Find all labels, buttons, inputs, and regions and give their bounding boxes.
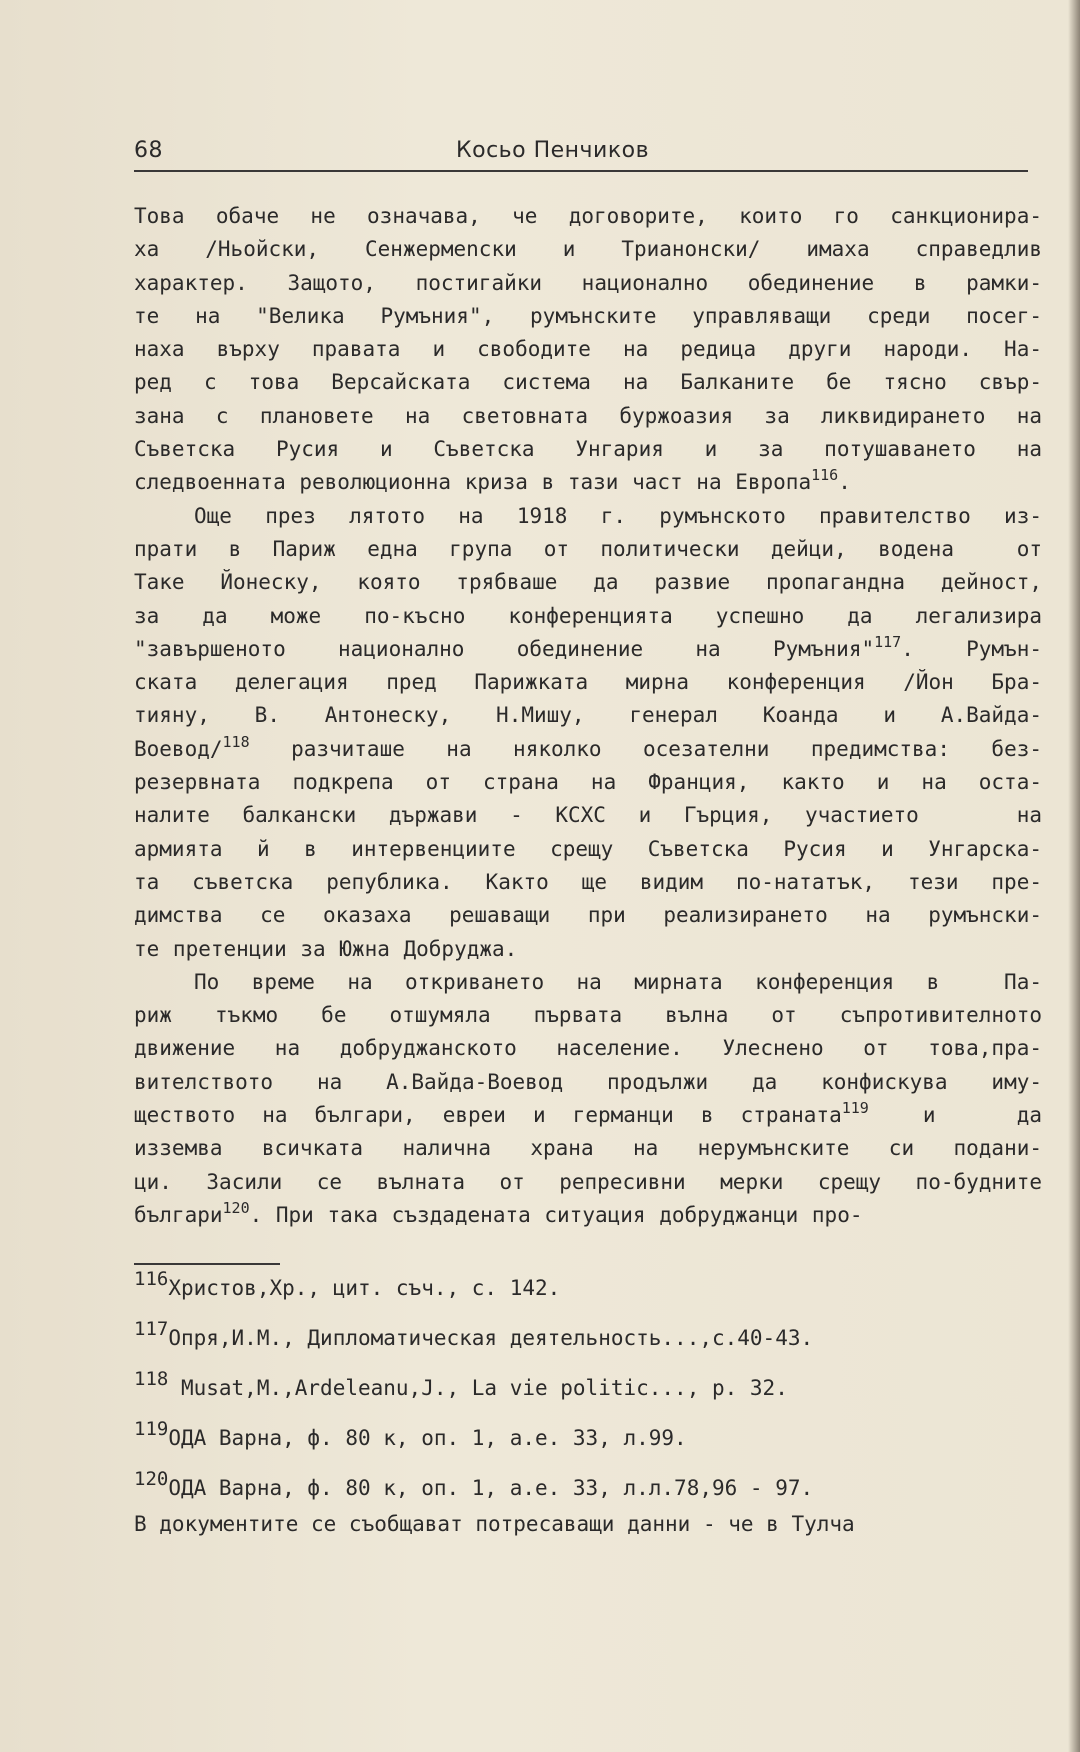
text-line	[134, 733, 1042, 766]
line-text: ред с това Версайската система на Балканите бе тясно свър-	[134, 370, 1042, 395]
text-line	[134, 666, 1042, 699]
footnote-mark: 118	[134, 1368, 169, 1390]
line-text-after: . При така създадената ситуация добруджанци про-	[249, 1202, 863, 1227]
line-text: Воевод/	[134, 736, 223, 761]
text-line	[134, 600, 1042, 633]
line-text: Таке Йонеску, която трябваше да развие пропагандна дейност,	[134, 570, 1042, 595]
paragraph	[134, 200, 1042, 500]
text-line	[134, 1166, 1042, 1199]
line-text: прати в Париж една група от политически дейци, водена от	[134, 536, 1042, 561]
footnote-mark: 117	[134, 1318, 169, 1340]
line-text: вителството на А.Вайда-Воевод продължи да конфискува иму-	[134, 1069, 1042, 1094]
text-line	[134, 833, 1042, 866]
footnote-mark: 119	[134, 1418, 169, 1440]
line-text: те претенции за Южна Добруджа.	[134, 936, 518, 961]
line-text: По време на откриването на мирната конференция в Па-	[194, 969, 1042, 994]
line-text: за да може по-късно конференцията успешно да легализира	[134, 603, 1042, 628]
text-line	[134, 899, 1042, 932]
line-text: Съветска Русия и Съветска Унгария и за потушаването на	[134, 437, 1042, 462]
line-text: движение на добруджанското население. Улеснено от това,пра-	[134, 1036, 1042, 1061]
text-line	[134, 1099, 1042, 1132]
line-text: Още през лятото на 1918 г. румънското правителство из-	[194, 503, 1042, 528]
line-text-after: и да	[868, 1103, 1042, 1128]
text-line	[134, 1066, 1042, 1099]
footnote-ref: 116	[811, 466, 839, 485]
text-line	[134, 566, 1042, 599]
text-line	[134, 799, 1042, 832]
text-line	[134, 233, 1042, 266]
text-line	[134, 333, 1042, 366]
footnote-118	[134, 1368, 1054, 1426]
footnote-mark: 120	[134, 1468, 169, 1490]
text-line	[134, 500, 1042, 533]
text-line	[134, 267, 1042, 300]
line-text: следвоенната революционна криза в тази част на Европа	[134, 470, 812, 495]
line-text: риж тъкмо бе отшумяла първата вълна от съпротивителното	[134, 1003, 1042, 1028]
line-text: характер. Защото, постигайки национално обединение в рамки-	[134, 270, 1042, 295]
line-text-after: .	[838, 470, 851, 495]
line-text: налите балкански държави - КСХС и Гърция, участието на	[134, 803, 1042, 828]
footnote-119	[134, 1418, 1054, 1476]
line-text: та съветска република. Както ще видим по-нататък, тези пре-	[134, 869, 1042, 894]
line-text: те на "Велика Румъния", румънските управляващи среди посег-	[134, 303, 1042, 328]
text-line	[134, 766, 1042, 799]
line-text: зана с плановете на световната буржоазия за ликвидирането на	[134, 403, 1042, 428]
footnote-117	[134, 1318, 1054, 1376]
running-head: Косьо Пенчиков	[456, 138, 650, 163]
text-line	[134, 866, 1042, 899]
line-text: резервната подкрепа от страна на Франция, както и на оста-	[134, 770, 1042, 795]
text-line	[134, 300, 1042, 333]
text-line	[134, 1032, 1042, 1065]
text-line	[134, 400, 1042, 433]
text-line	[134, 533, 1042, 566]
footnote-116	[134, 1268, 1054, 1326]
footnote-text: ОДА Варна, ф. 80 к, оп. 1, а.е. 33, л.99.	[168, 1426, 687, 1450]
line-text: ха /Ньойски, Сенжермenски и Трианонски/ имаха справедлив	[134, 237, 1042, 262]
line-text: изземва всичката налична храна на нерумънските си подани-	[134, 1136, 1042, 1161]
paragraph	[134, 966, 1042, 1232]
footnote-ref: 118	[222, 732, 250, 751]
footnote-120	[134, 1468, 1054, 1512]
page-header	[134, 136, 1028, 172]
paragraph	[134, 500, 1042, 966]
footnote-rule	[134, 1263, 280, 1265]
footnote-text: ОДА Варна, ф. 80 к, оп. 1, а.е. 33, л.л.78,96 - 97.	[168, 1476, 814, 1500]
line-text: ществото на българи, евреи и германци в страната	[134, 1103, 842, 1128]
page-number: 68	[134, 138, 163, 163]
footnotes	[134, 1268, 1054, 1545]
line-text: ската делегация пред Парижката мирна конференция /Йон Бра-	[134, 670, 1042, 695]
footnote-ref: 117	[874, 632, 902, 651]
page-edge-shadow	[1068, 0, 1080, 1752]
line-text: армията й в интервенциите срещу Съветска Русия и Унгарска-	[134, 836, 1042, 861]
text-line	[134, 966, 1042, 999]
footnote-text: Musat,M.,Ardeleanu,J., La vie politic..., p. 32.	[168, 1376, 788, 1400]
text-line	[134, 1199, 1042, 1232]
line-text-after: . Румън-	[901, 636, 1042, 661]
body-text	[134, 200, 1042, 1232]
footnote-ref: 119	[841, 1099, 869, 1118]
footnote-text: Христов,Хр., цит. съч., с. 142.	[168, 1276, 561, 1300]
text-line	[134, 200, 1042, 233]
text-line	[134, 633, 1042, 666]
line-text: "завършеното национално обединение на Румъния"	[134, 636, 875, 661]
line-text: ци. Засили се вълната от репресивни мерки срещу по-будните	[134, 1169, 1042, 1194]
line-text: българи	[134, 1202, 223, 1227]
text-line	[134, 366, 1042, 399]
footnote-text: Опря,И.М., Дипломатическая деятельность...,с.40-43.	[168, 1326, 814, 1350]
text-line	[134, 999, 1042, 1032]
line-text: димства се оказаха решаващи при реализирането на румънски-	[134, 903, 1042, 928]
footnote-ref: 120	[222, 1198, 250, 1217]
line-text-after: разчиташе на няколко осезателни предимства: без-	[249, 736, 1042, 761]
text-line	[134, 1132, 1042, 1165]
line-text: наха върху правата и свободите на редица други народи. На-	[134, 337, 1042, 362]
line-text: тияну, В. Антонеску, Н.Мишу, генерал Коанда и А.Вайда-	[134, 703, 1042, 728]
text-line	[134, 699, 1042, 732]
text-line	[134, 933, 1042, 966]
line-text: Това обаче не означава, че договорите, които го санкционира-	[134, 204, 1042, 228]
footnote-continuation: В документите се съобщават потресаващи данни - че в Тулча	[134, 1512, 855, 1536]
text-line	[134, 466, 1042, 499]
footnote-mark: 116	[134, 1268, 169, 1290]
text-line	[134, 433, 1042, 466]
